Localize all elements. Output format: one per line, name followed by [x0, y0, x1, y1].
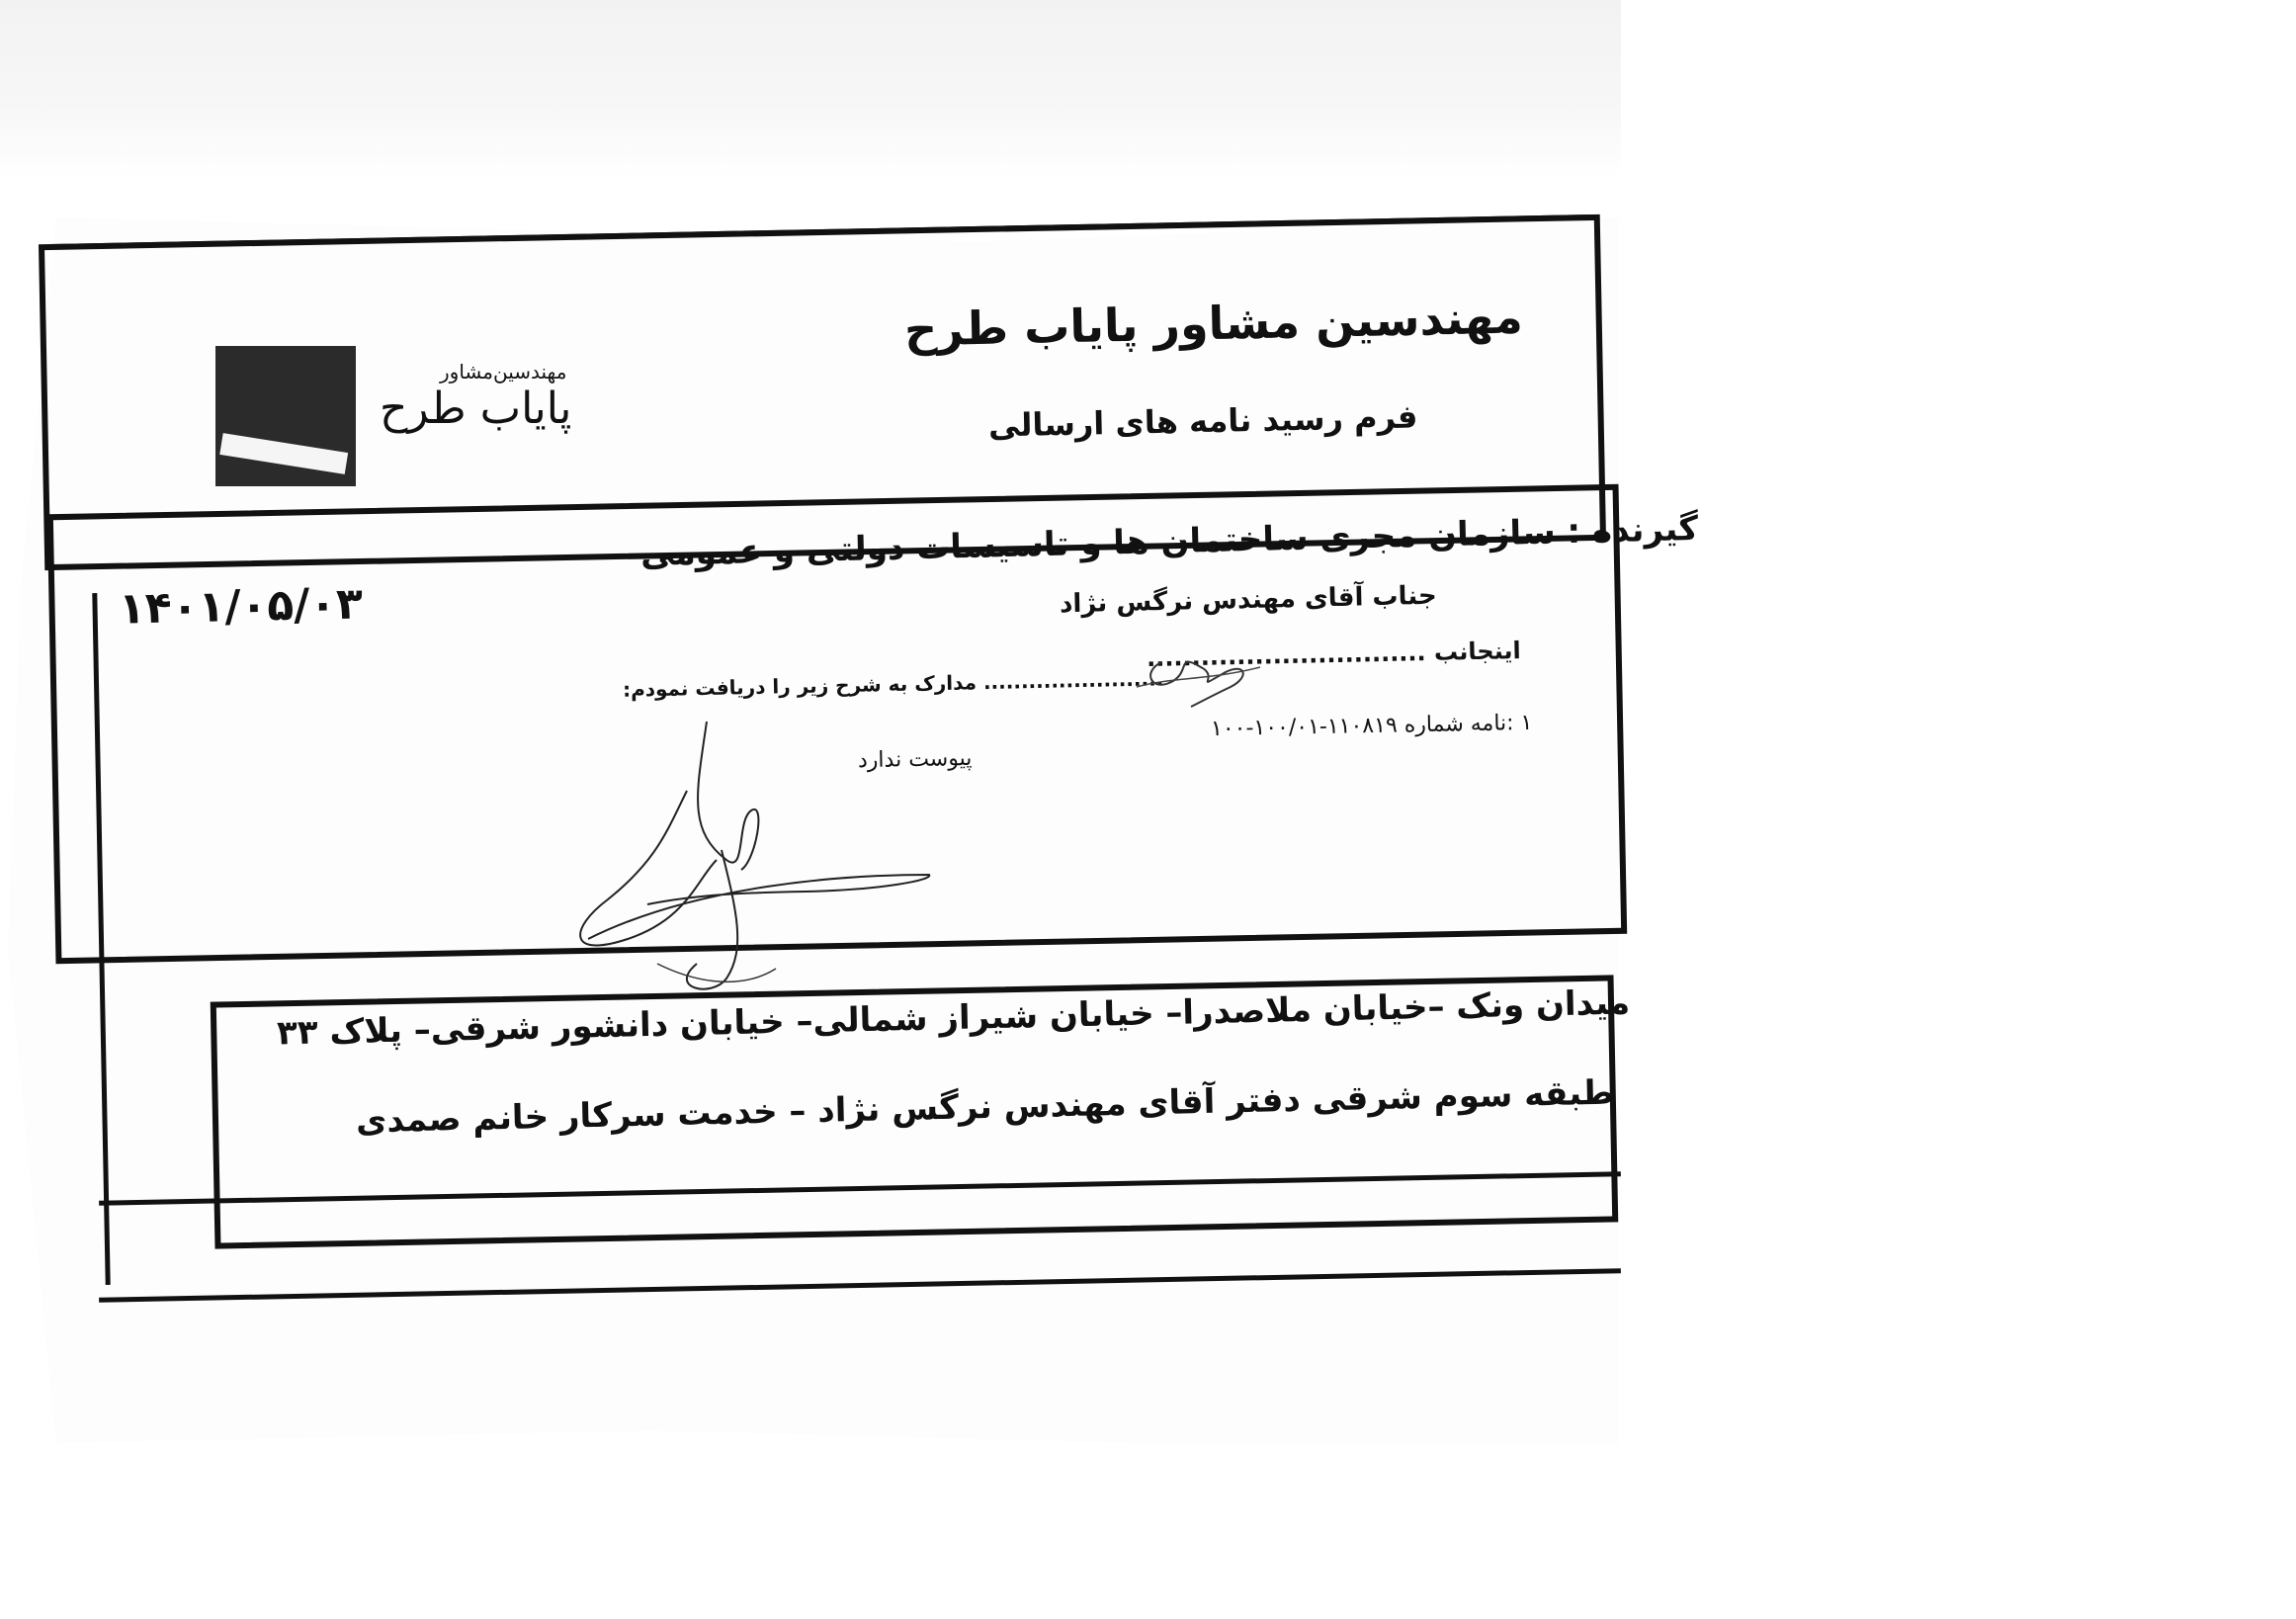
form-title: فرم رسید نامه های ارسالی [987, 397, 1418, 445]
receipt-statement: ........................ مدارک به شرح زیر را دریافت نمودم: [622, 666, 1164, 702]
address-line-1: میدان ونک –خیابان ملاصدرا– خیابان شیراز شمالی– خیابان دانشور شرقی– پلاک ۳۳ [276, 982, 1631, 1054]
logo-large-text: پایاب طرح [380, 383, 572, 434]
company-title: مهندسین مشاور پایاب طرح [903, 290, 1524, 357]
document-item-1: ۱ :نامه شماره ۱۱۰۸۱۹-۱۰۰/۰۱-۱۰۰ [1210, 710, 1533, 742]
logo-stripe [219, 433, 348, 474]
logo-small-text: مهندسین‌مشاور [440, 360, 567, 383]
scan-background [0, 0, 1621, 178]
receipt-date: ۱۴۰۱/۰۵/۰۳ [118, 578, 364, 635]
attention-line: جناب آقای مهندس نرگس نژاد [1059, 580, 1438, 620]
address-line-2: طبقه سوم شرقی دفتر آقای مهندس نرگس نژاد – خدمت سرکار خانم صمدی [355, 1072, 1615, 1142]
undersigned-label: اینجانب ............................... [1146, 637, 1522, 672]
recipient-line: گیرنده : سازمان مجری ساختمان ها و تاسیسات دولتی و عمومی [639, 508, 1699, 575]
attachment-note: پیوست ندارد [857, 745, 973, 774]
company-logo [215, 346, 356, 486]
